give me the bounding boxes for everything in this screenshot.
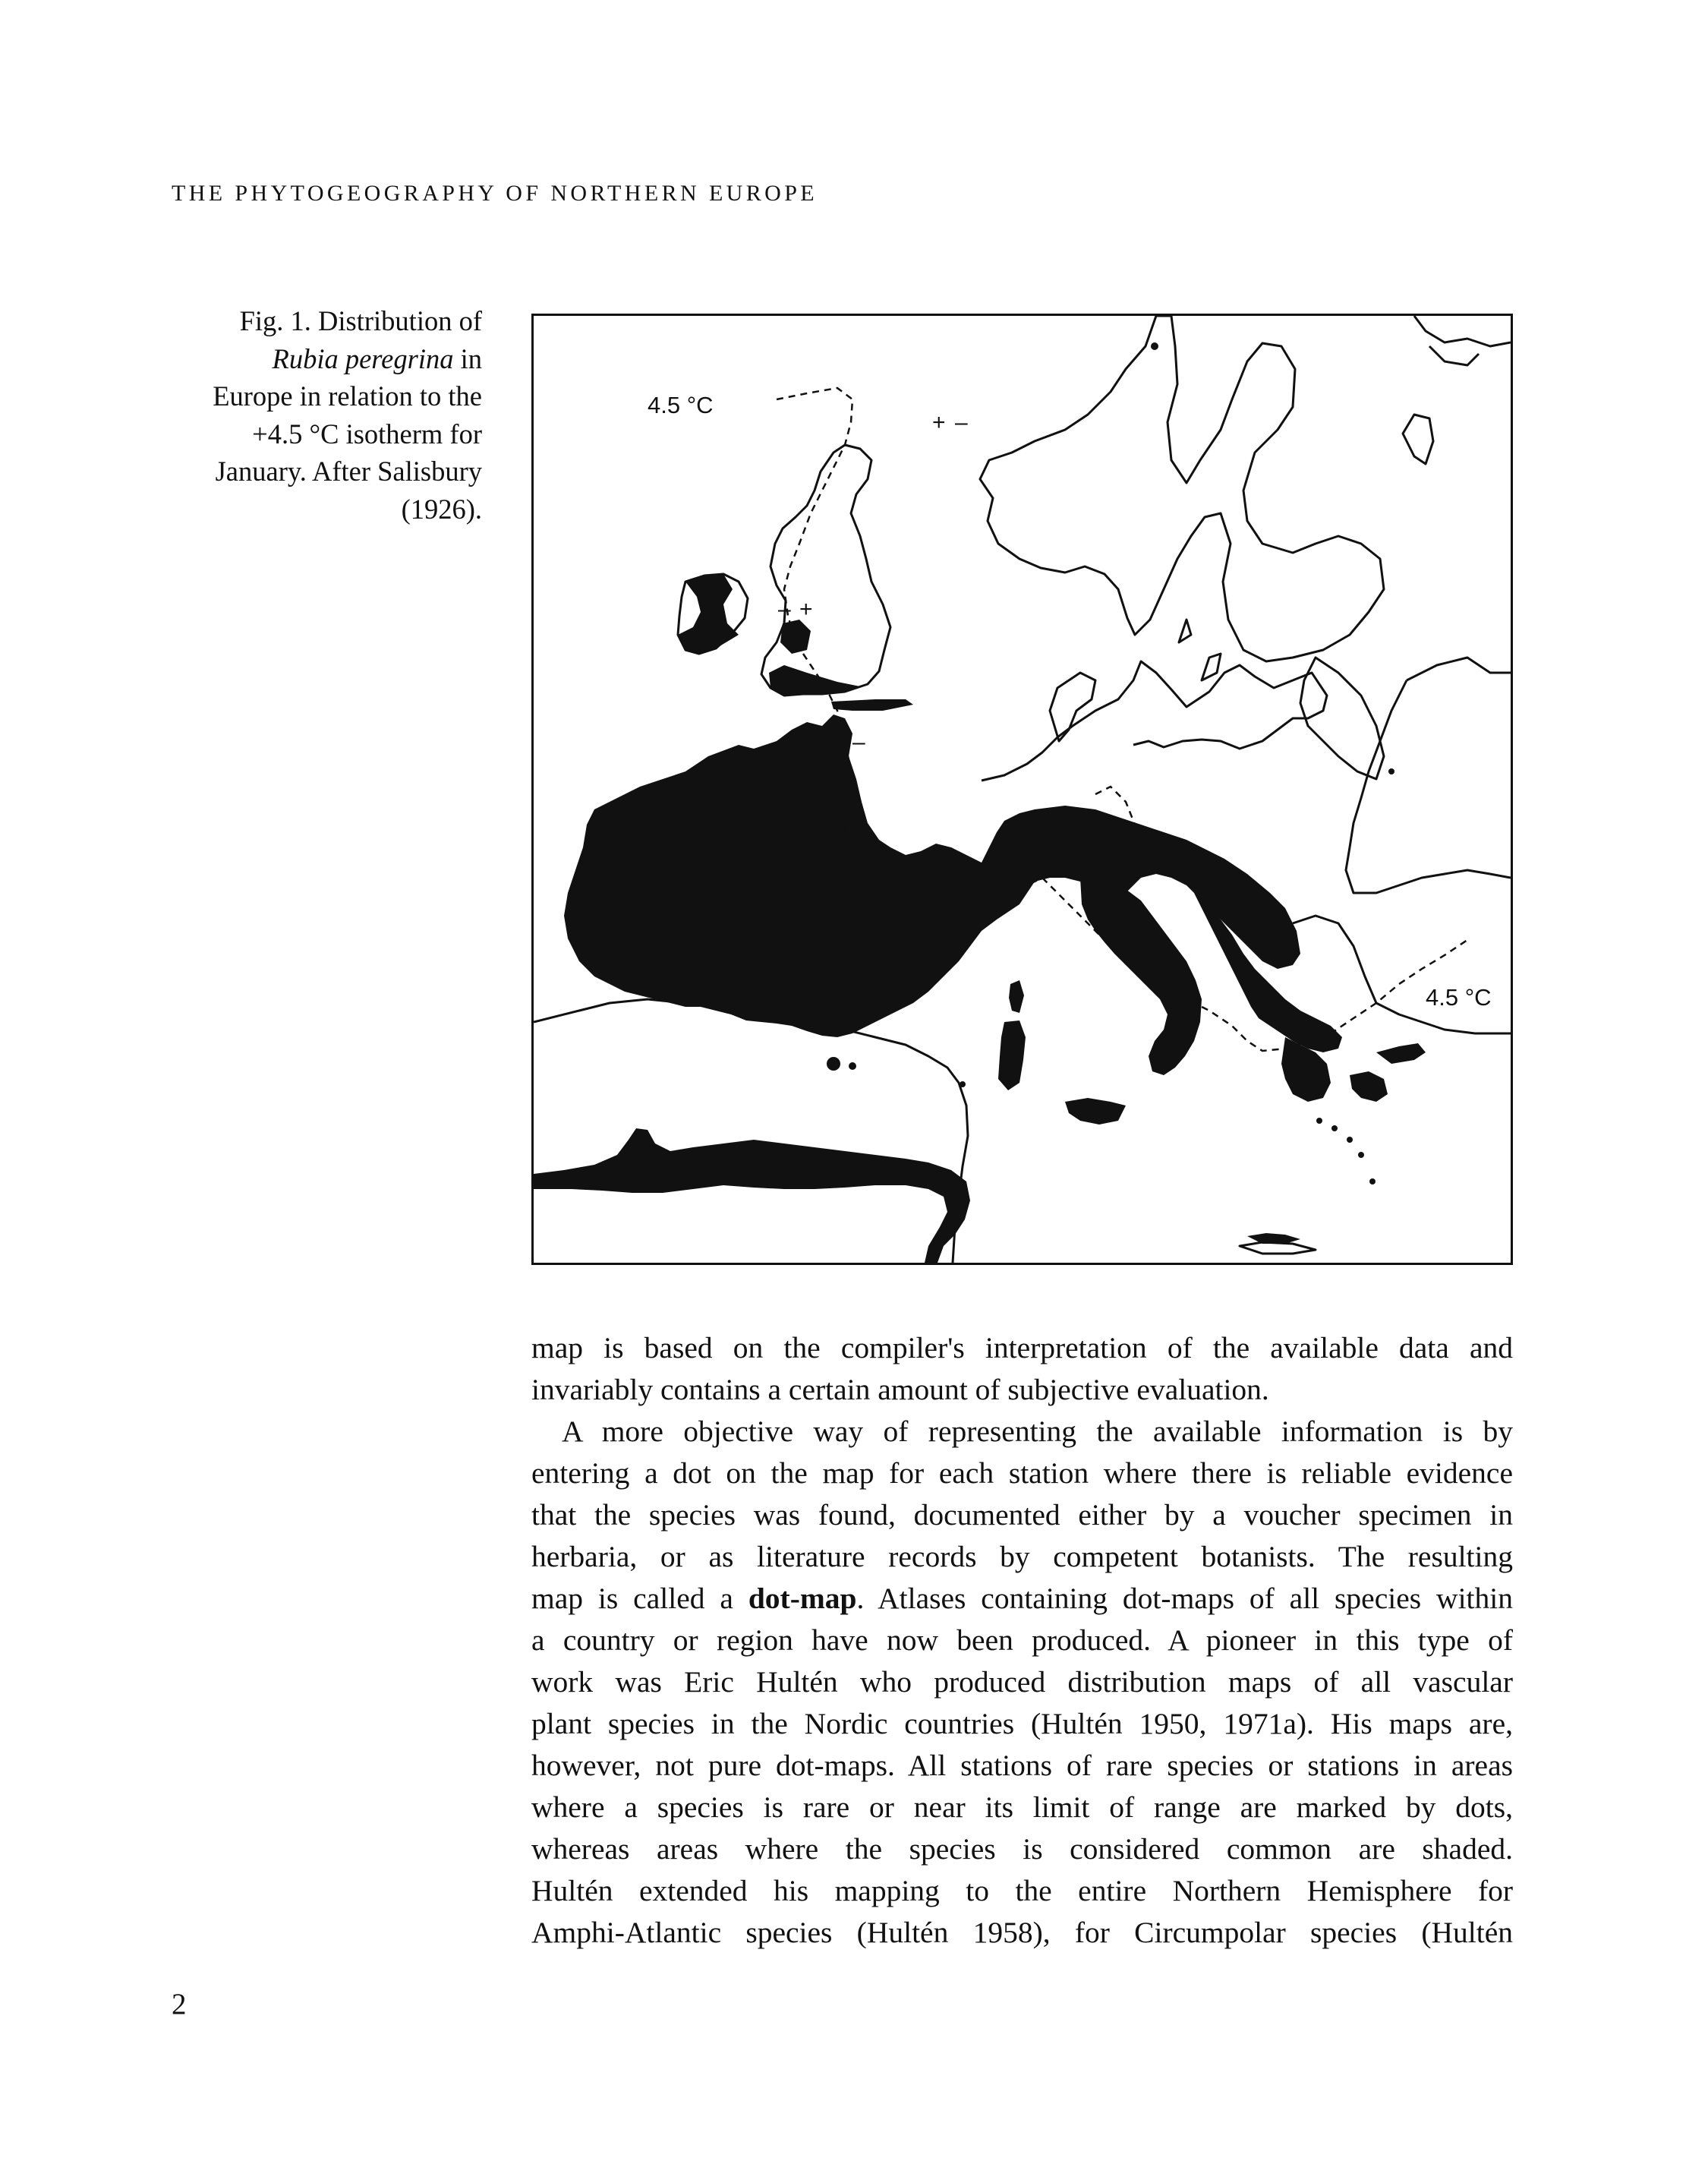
body-line: Amphi-Atlantic species (Hultén 1958), for Circumpolar species (Hultén — [531, 1916, 1513, 1949]
body-line: a country or region have now been produced. A pioneer in this type of — [531, 1623, 1513, 1657]
body-line: that the species was found, documented either by a voucher specimen in — [531, 1498, 1513, 1532]
island-dot — [827, 1057, 840, 1071]
body-line: invariably contains a certain amount of subjective evaluation. — [531, 1373, 1269, 1406]
range-crete — [1247, 1233, 1300, 1244]
island-dot — [1151, 342, 1158, 350]
running-head: THE PHYTOGEOGRAPHY OF NORTHERN EUROPE — [172, 181, 818, 206]
kola-coast — [1414, 316, 1511, 365]
caption-line: +4.5 °C isotherm for — [252, 418, 482, 450]
denmark-coast — [1050, 673, 1095, 741]
range-britain-sw — [769, 665, 868, 696]
range-channel-islands — [831, 699, 913, 711]
body-line: A more objective way of representing the available information is by — [562, 1415, 1513, 1448]
onega-outline — [1403, 415, 1433, 464]
body-line: herbaria, or as literature records by competent botanists. The resulting — [531, 1540, 1513, 1573]
baltic-coast — [982, 661, 1327, 781]
body-line: whereas areas where the species is considered common are shaded. — [531, 1832, 1513, 1866]
isotherm-label-north: 4.5 °C — [648, 392, 714, 418]
crete-outline — [1240, 1242, 1316, 1254]
caption-line: January. After Salisbury — [215, 456, 482, 487]
body-line: where a species is rare or near its limit of range are marked by dots, — [531, 1790, 1513, 1824]
scandinavia-coast — [980, 316, 1384, 661]
distribution-map — [531, 314, 1513, 1265]
north-africa-coast — [534, 999, 968, 1263]
minus-sign: – — [778, 597, 791, 622]
body-line: entering a dot on the map for each station where there is reliable evidence — [531, 1456, 1513, 1490]
body-fragment: map is called a — [531, 1582, 748, 1615]
caption-fragment: in — [453, 342, 482, 374]
island-dot — [1358, 1152, 1364, 1158]
range-ireland-west — [678, 574, 739, 654]
britain-coast — [761, 445, 890, 696]
body-text — [531, 1327, 1513, 1954]
page-number: 2 — [172, 1988, 187, 2020]
range-italy — [1080, 870, 1202, 1075]
caption-line: Europe in relation to the — [213, 380, 482, 412]
island-dot — [1316, 1118, 1322, 1124]
range-turkey-west — [1350, 1071, 1388, 1102]
body-line: map is based on the compiler's interpretation of the available data and — [531, 1331, 1513, 1364]
body-line: Hultén extended his mapping to the entire Northern Hemisphere for — [531, 1874, 1513, 1907]
island-dot — [1388, 768, 1394, 774]
body-line — [531, 1578, 1513, 1620]
caption-line: Fig. 1. Distribution of — [239, 305, 482, 336]
minus-sign: – — [955, 410, 968, 435]
minus-sign: – — [852, 730, 865, 755]
island-dot — [1331, 1125, 1338, 1131]
body-line: however, not pure dot-maps. All stations of rare species or stations in areas — [531, 1749, 1513, 1782]
plus-sign: + — [932, 410, 946, 435]
gotland-outline — [1202, 654, 1221, 680]
isotherm-label-east: 4.5 °C — [1426, 984, 1492, 1011]
island-dot — [1308, 1071, 1316, 1079]
range-marmara — [1376, 1043, 1426, 1064]
aegean-coast — [1293, 916, 1511, 1033]
island-dot — [849, 1062, 856, 1070]
oland-outline — [1179, 620, 1191, 642]
island-dot — [960, 1081, 966, 1087]
black-sea-coast — [1346, 658, 1511, 893]
figure-caption — [152, 302, 482, 528]
range-sardinia — [998, 1020, 1026, 1090]
map-drawing — [534, 316, 1511, 1263]
island-dot — [1347, 1137, 1353, 1143]
body-line: work was Eric Hultén who produced distribution maps of all vascular — [531, 1665, 1513, 1699]
island-dot — [1369, 1178, 1376, 1185]
body-fragment: . Atlases containing dot-maps of all species within — [856, 1582, 1513, 1615]
range-wales — [780, 620, 811, 654]
range-sicily — [1065, 1098, 1126, 1125]
range-north-africa — [534, 1128, 970, 1263]
term-dot-map: dot-map — [748, 1582, 857, 1615]
caption-line — [152, 340, 482, 378]
body-line: plant species in the Nordic countries (Hultén 1950, 1971a). His maps are, — [531, 1707, 1513, 1740]
plus-sign: + — [799, 597, 813, 622]
caption-line: (1926). — [401, 493, 482, 525]
plus-sign: + — [831, 730, 845, 755]
range-corsica — [1009, 980, 1024, 1013]
species-name: Rubia peregrina — [272, 342, 454, 374]
